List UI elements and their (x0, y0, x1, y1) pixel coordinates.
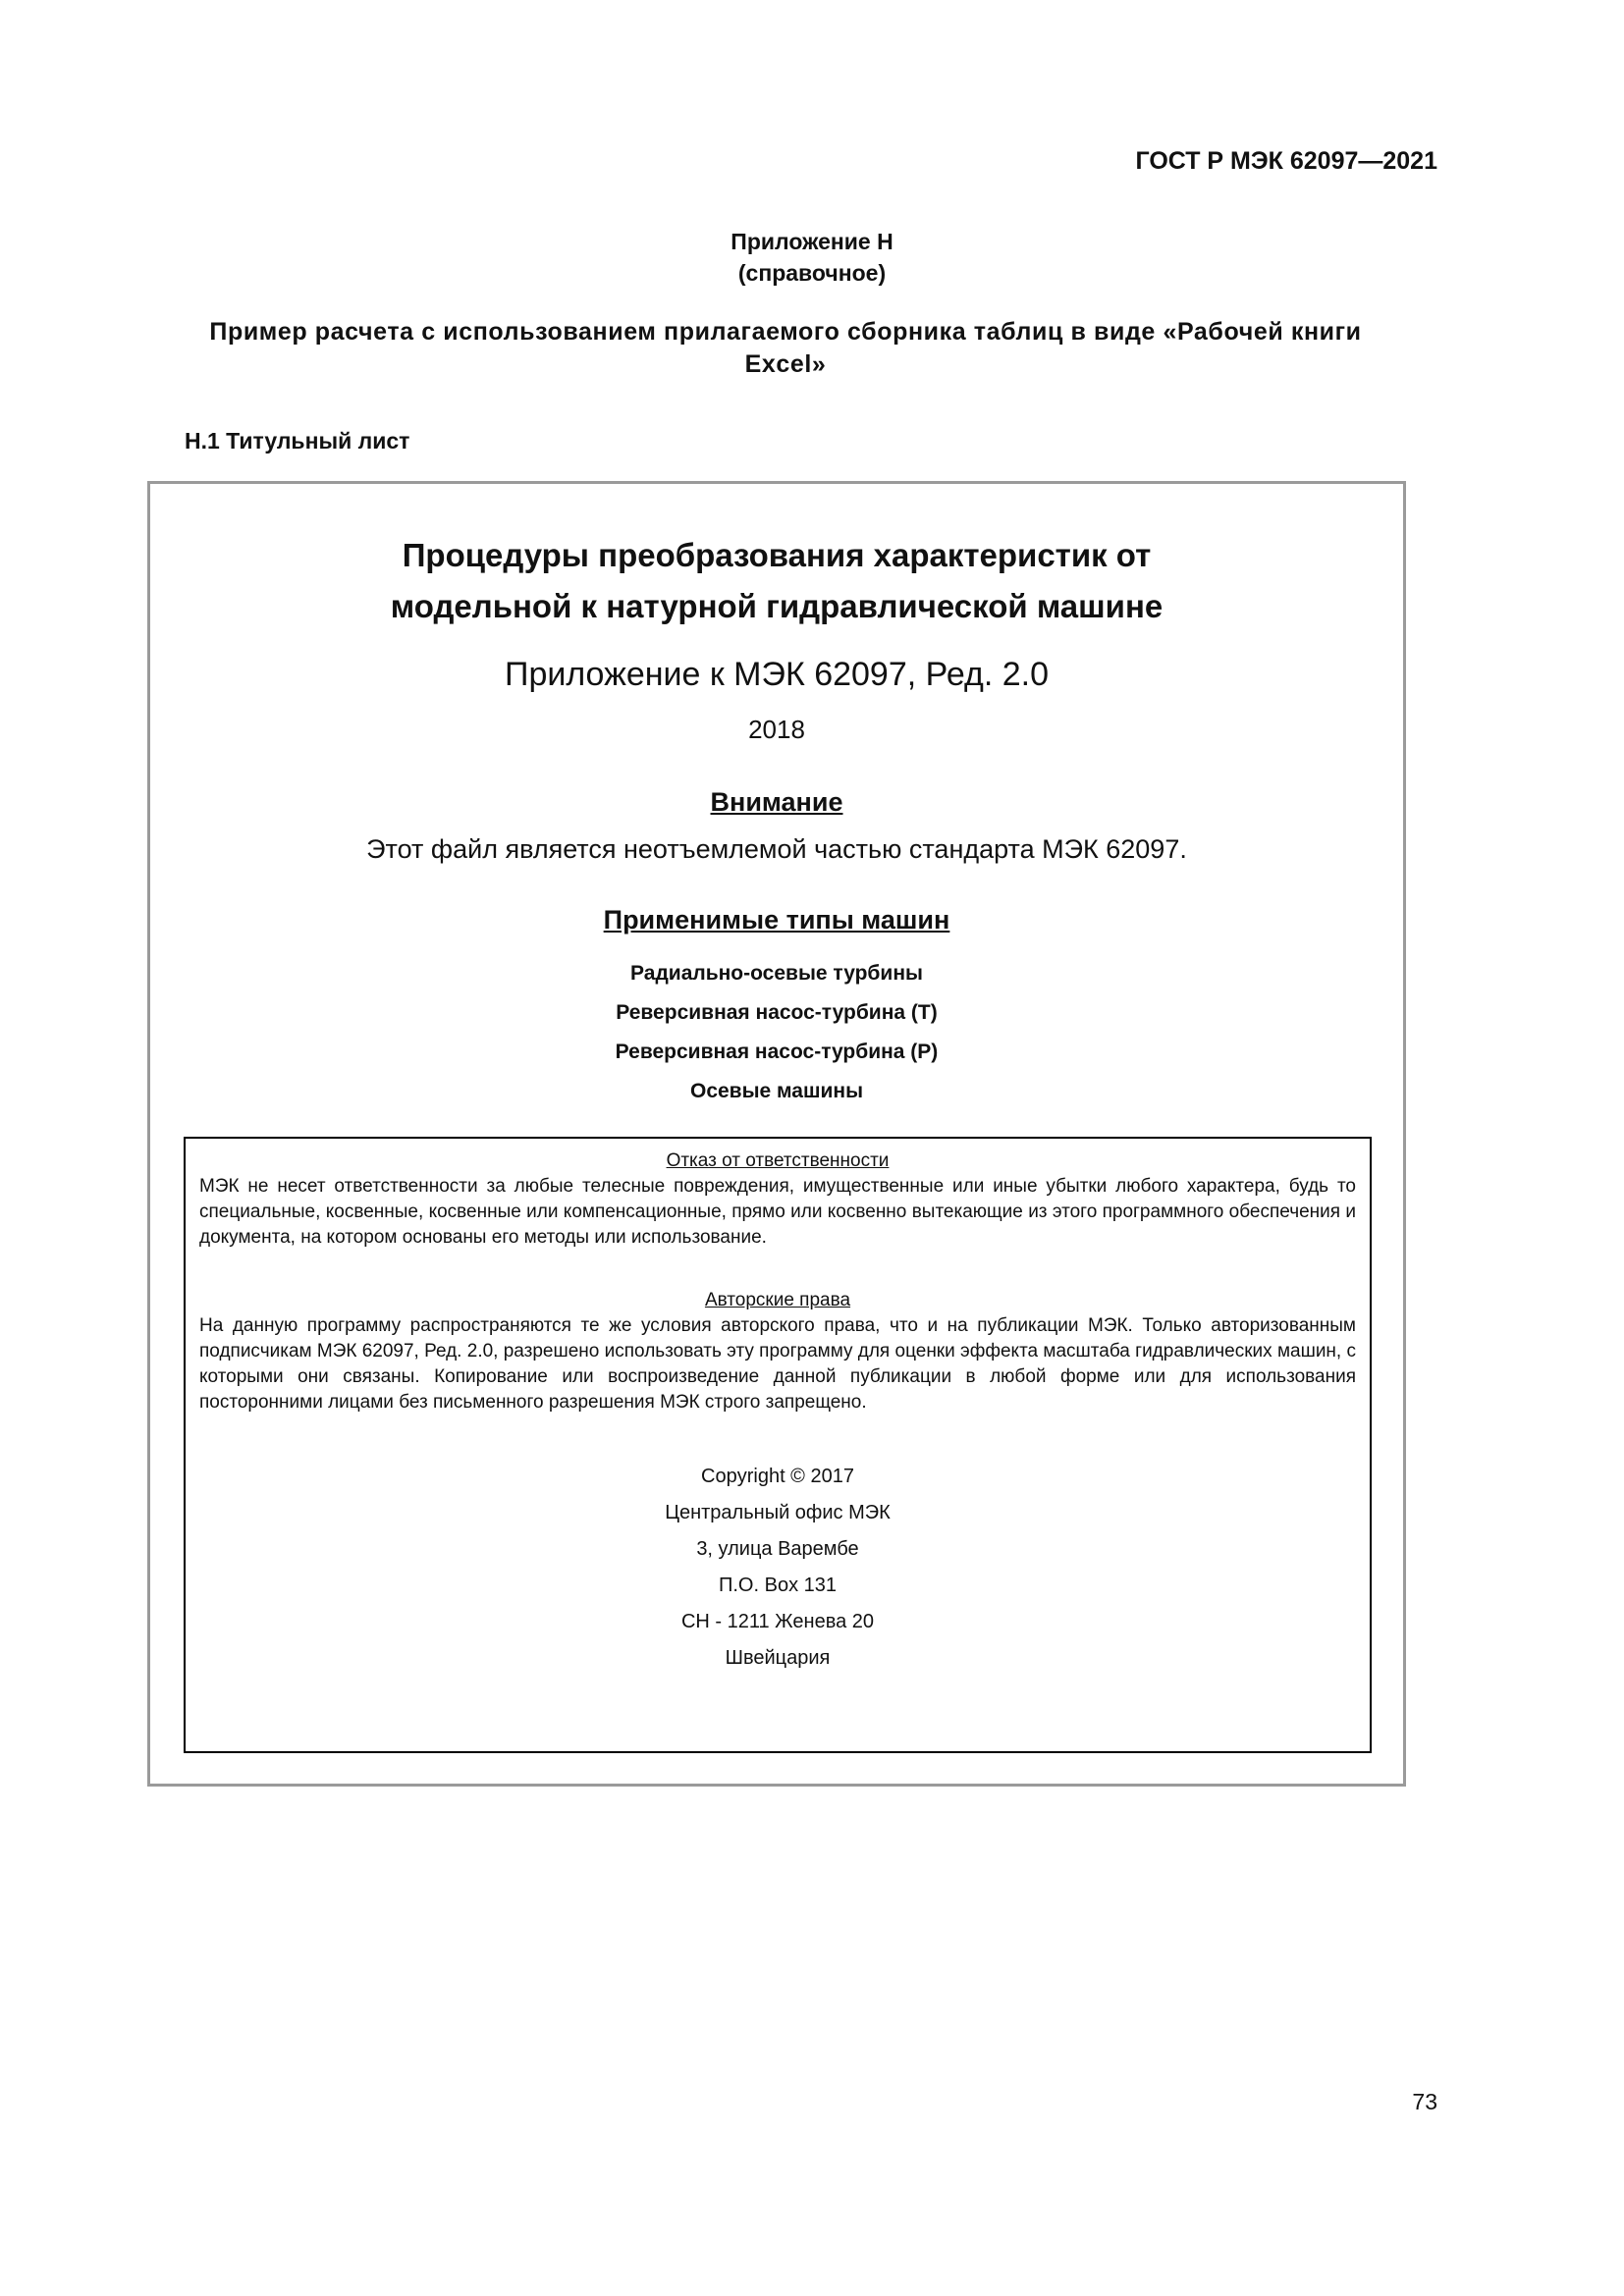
cover-title-line-1: Процедуры преобразования характеристик от (402, 537, 1152, 573)
copyright-text: На данную программу распространяются те же условия авторского права, что и на публикации МЭК. Только авторизованным подписчикам МЭК 62097, Ред. 2.0, разрешено использовать эту программу для оценки эффекта масштаба гидравлических машин, с которыми они связаны. Копирование или воспроизведение данной публикации в любой форме или для использования посторонними лицами без письменного разрешения МЭК строго запрещено. (199, 1315, 1356, 1413)
cover-year: 2018 (748, 715, 805, 744)
annex-title-line-2: Excel» (744, 350, 827, 378)
machine-types-list (147, 954, 1406, 1111)
address-line: П.О. Box 131 (719, 1575, 837, 1596)
annex-title (147, 316, 1424, 381)
cover-title (147, 530, 1406, 632)
attention-heading: Внимание (710, 787, 843, 817)
machine-type-item: Осевые машины (689, 1080, 864, 1102)
annex-label-block (0, 226, 1624, 289)
address-block (199, 1459, 1356, 1677)
address-line: Copyright © 2017 (701, 1466, 854, 1487)
machine-type-item: Реверсивная насос-турбина (Р) (615, 1041, 939, 1063)
copyright-heading: Авторские права (704, 1290, 851, 1310)
page-number: 73 (1412, 2089, 1437, 2114)
document-number: ГОСТ Р МЭК 62097—2021 (1135, 147, 1437, 175)
disclaimer-text: МЭК не несет ответственности за любые телесные повреждения, имущественные или иные убытки любого характера, будь то специальные, косвенные, косвенные или компенсационные, прямо или косвенно вытекающие из этого программного обеспечения и документа, на котором основаны его методы или использование. (199, 1176, 1356, 1248)
annex-label: Приложение Н (731, 229, 893, 254)
annex-title-line-1: Пример расчета с использованием прилагаемого сборника таблиц в виде «Рабочей книги (209, 318, 1362, 346)
address-line: Швейцария (725, 1647, 831, 1669)
machine-types-heading: Применимые типы машин (603, 905, 950, 934)
address-line: Центральный офис МЭК (665, 1502, 891, 1523)
attention-text: Этот файл является неотъемлемой частью стандарта МЭК 62097. (366, 834, 1187, 864)
disclaimer-box (184, 1137, 1372, 1753)
section-heading: Н.1 Титульный лист (185, 428, 410, 454)
machine-type-item: Радиально-осевые турбины (630, 962, 923, 985)
machine-type-item: Реверсивная насос-турбина (Т) (616, 1001, 938, 1024)
cover-title-line-2: модельной к натурной гидравлической машине (390, 588, 1164, 624)
address-line: CH - 1211 Женева 20 (680, 1611, 875, 1632)
annex-type: (справочное) (737, 260, 887, 286)
cover-subtitle: Приложение к МЭК 62097, Ред. 2.0 (505, 656, 1049, 693)
disclaimer-heading: Отказ от ответственности (666, 1150, 890, 1171)
address-line: 3, улица Варембе (696, 1538, 859, 1560)
